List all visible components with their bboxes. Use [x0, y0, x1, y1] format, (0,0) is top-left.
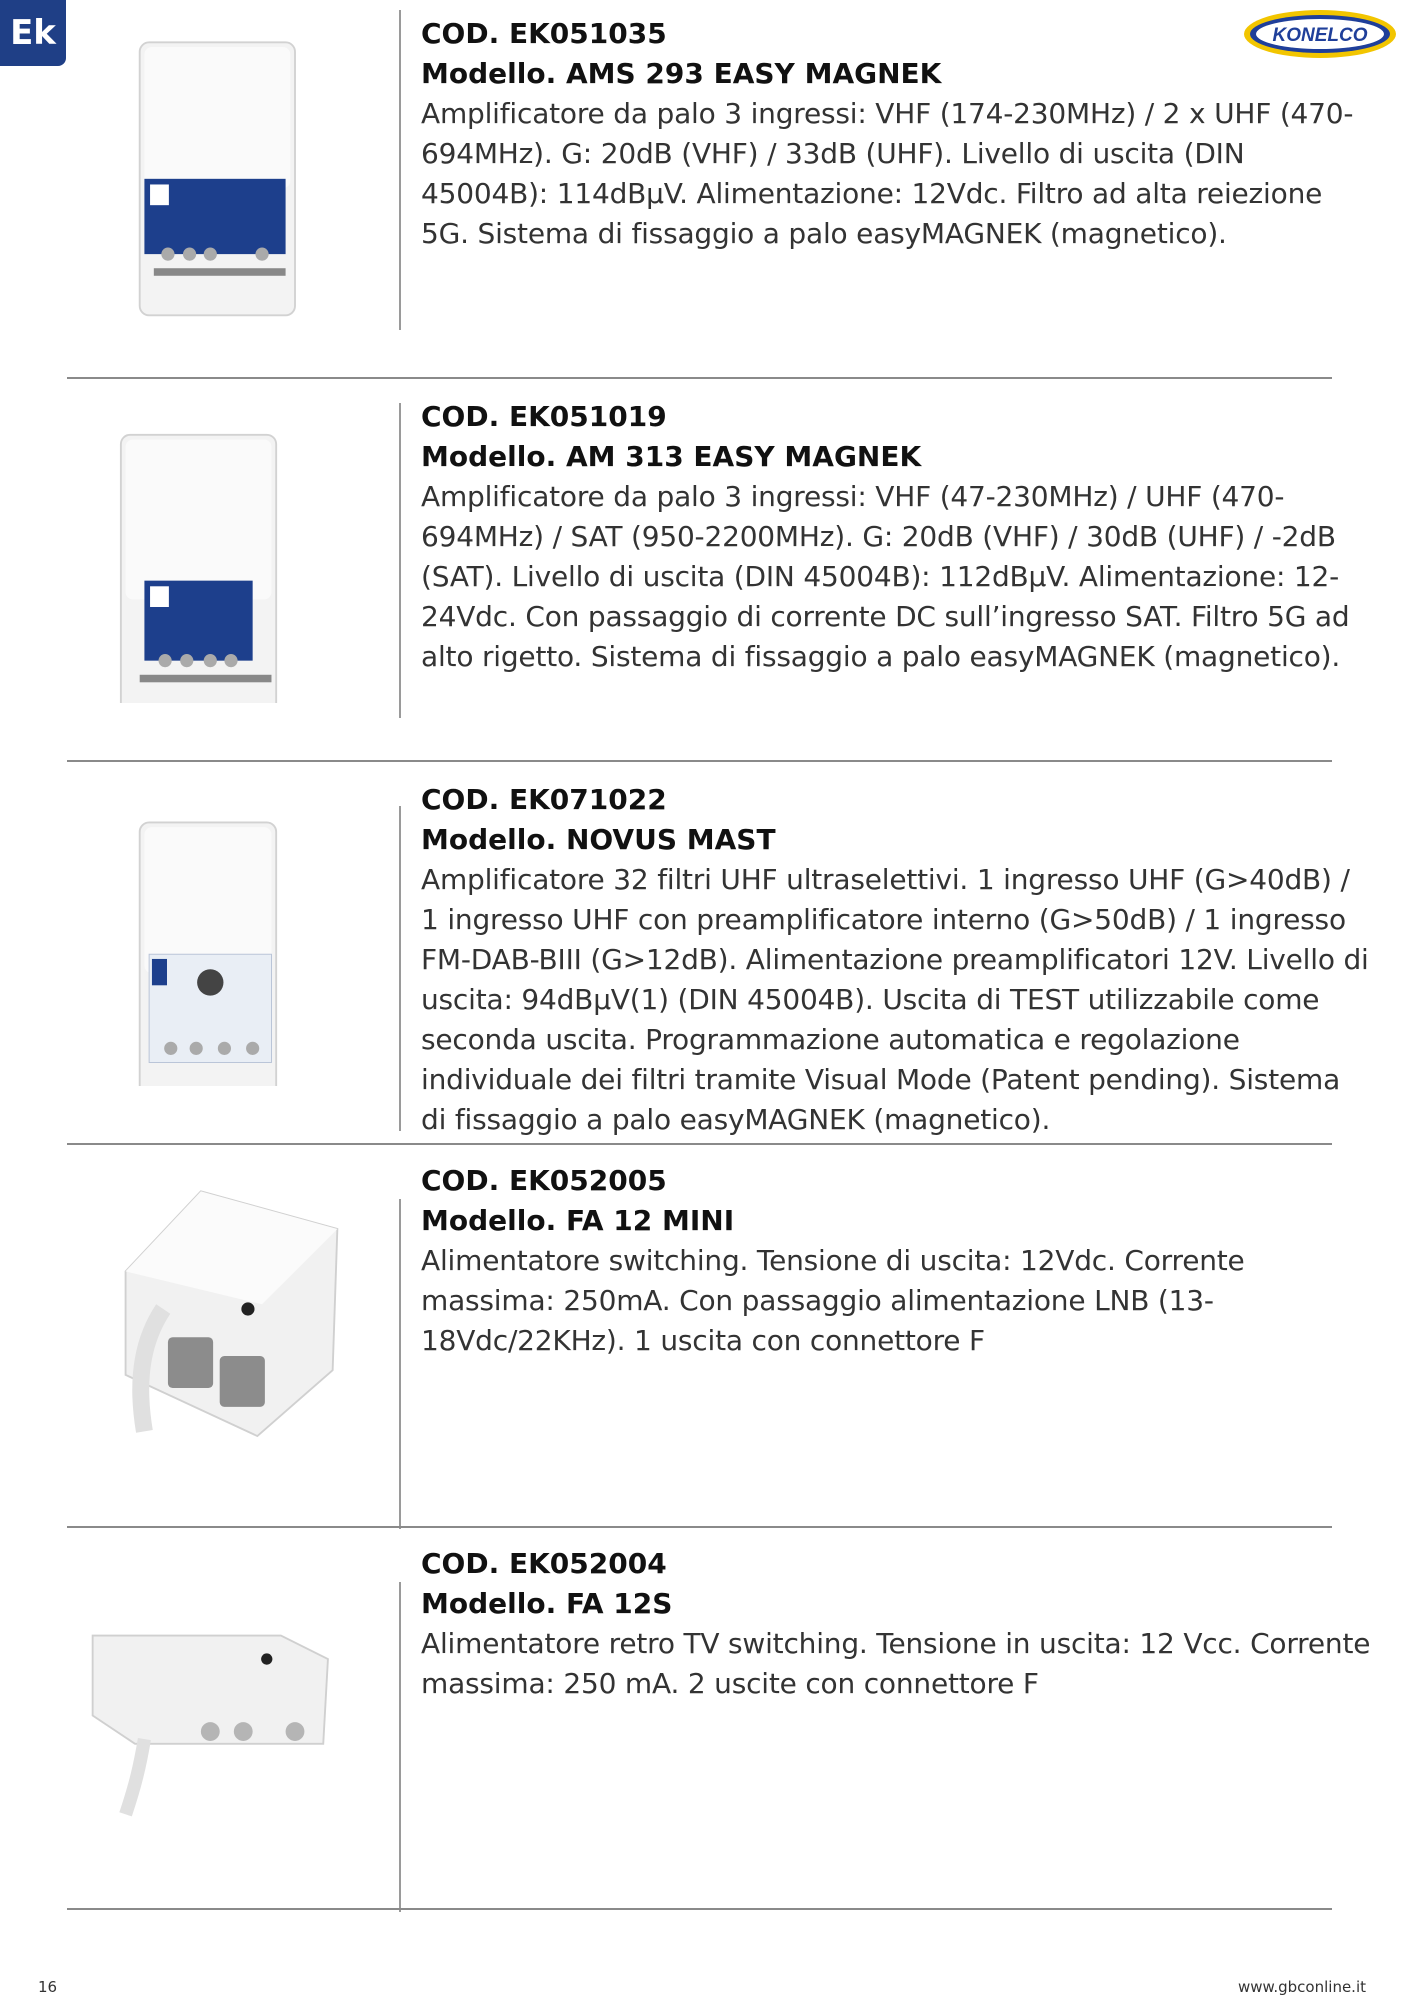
- section-divider: [67, 760, 1332, 762]
- product-entry: [0, 0, 1402, 383]
- vertical-divider: [399, 806, 401, 1131]
- product-model: Modello. AM 313 EASY MAGNEK: [421, 440, 922, 473]
- product-text: [421, 14, 1371, 254]
- product-code: COD. EK052005: [421, 1164, 667, 1197]
- product-text: [421, 780, 1371, 1140]
- mast-amplifier-icon: [60, 766, 370, 1086]
- product-text: [421, 1544, 1371, 1704]
- product-code: COD. EK051035: [421, 17, 667, 50]
- website-link[interactable]: www.gbconline.it: [1237, 1978, 1366, 1996]
- product-model: Modello. AMS 293 EASY MAGNEK: [421, 57, 942, 90]
- svg-text:KONELCO: KONELCO: [1272, 25, 1368, 46]
- vertical-divider: [399, 1582, 401, 1912]
- product-code: COD. EK051019: [421, 400, 667, 433]
- product-entry: [0, 766, 1402, 1149]
- product-model: Modello. FA 12 MINI: [421, 1204, 735, 1237]
- section-divider: [67, 1908, 1332, 1910]
- section-divider: [67, 1526, 1332, 1528]
- section-divider: [67, 1143, 1332, 1145]
- ek-brand-badge: Ek: [0, 0, 66, 66]
- product-description: Amplificatore 32 filtri UHF ultraselettivi. 1 ingresso UHF (G>40dB) / 1 ingresso UHF con preamplificatore interno (G>50dB) / 1 ingresso FM-DAB-BIII (G>12dB). Alimentazione preamplificatori 12V. Livello di uscita: 94dBµV(1) (DIN 45004B). Uscita di TEST utilizzabile come seconda uscita. Programmazione automatica e regolazione individuale dei filtri tramite Visual Mode (Patent pending). Sistema di fissaggio a palo easyMAGNEK (magnetico).: [421, 863, 1369, 1136]
- product-text: [421, 397, 1371, 677]
- product-model: Modello. FA 12S: [421, 1587, 673, 1620]
- product-description: Alimentatore retro TV switching. Tensione in uscita: 12 Vcc. Corrente massima: 250 mA. 2 uscite con connettore F: [421, 1627, 1371, 1700]
- vertical-divider: [399, 10, 401, 330]
- product-code: COD. EK071022: [421, 783, 667, 816]
- page-number: 16: [38, 1978, 58, 1996]
- product-description: Amplificatore da palo 3 ingressi: VHF (174-230MHz) / 2 x UHF (470-694MHz). G: 20dB (VHF) / 33dB (UHF). Livello di uscita (DIN 45004B): 114dBµV. Alimentazione: 12Vdc. Filtro ad alta reiezione 5G. Sistema di fissaggio a palo easyMAGNEK (magnetico).: [421, 97, 1354, 250]
- section-divider: [67, 377, 1332, 379]
- power-supply-icon: [60, 1149, 370, 1469]
- power-supply-icon: [60, 1532, 370, 1852]
- product-entry: [0, 1532, 1402, 1915]
- wall-amplifier-icon: [60, 0, 370, 320]
- product-entry: [0, 383, 1402, 766]
- product-description: Amplificatore da palo 3 ingressi: VHF (47-230MHz) / UHF (470-694MHz) / SAT (950-2200MHz). G: 20dB (VHF) / 30dB (UHF) / -2dB (SAT). Livello di uscita (DIN 45004B): 112dBµV. Alimentazione: 12-24Vdc. Con passaggio di corrente DC sull’ingresso SAT. Filtro 5G ad alto rigetto. Sistema di fissaggio a palo easyMAGNEK (magnetico).: [421, 480, 1350, 673]
- vertical-divider: [399, 1199, 401, 1529]
- product-model: Modello. NOVUS MAST: [421, 823, 776, 856]
- product-code: COD. EK052004: [421, 1547, 667, 1580]
- vertical-divider: [399, 403, 401, 718]
- wall-amplifier-icon: [60, 383, 370, 703]
- product-description: Alimentatore switching. Tensione di uscita: 12Vdc. Corrente massima: 250mA. Con passaggio alimentazione LNB (13-18Vdc/22KHz). 1 uscita con connettore F: [421, 1244, 1245, 1357]
- product-text: [421, 1161, 1371, 1361]
- product-entry: [0, 1149, 1402, 1532]
